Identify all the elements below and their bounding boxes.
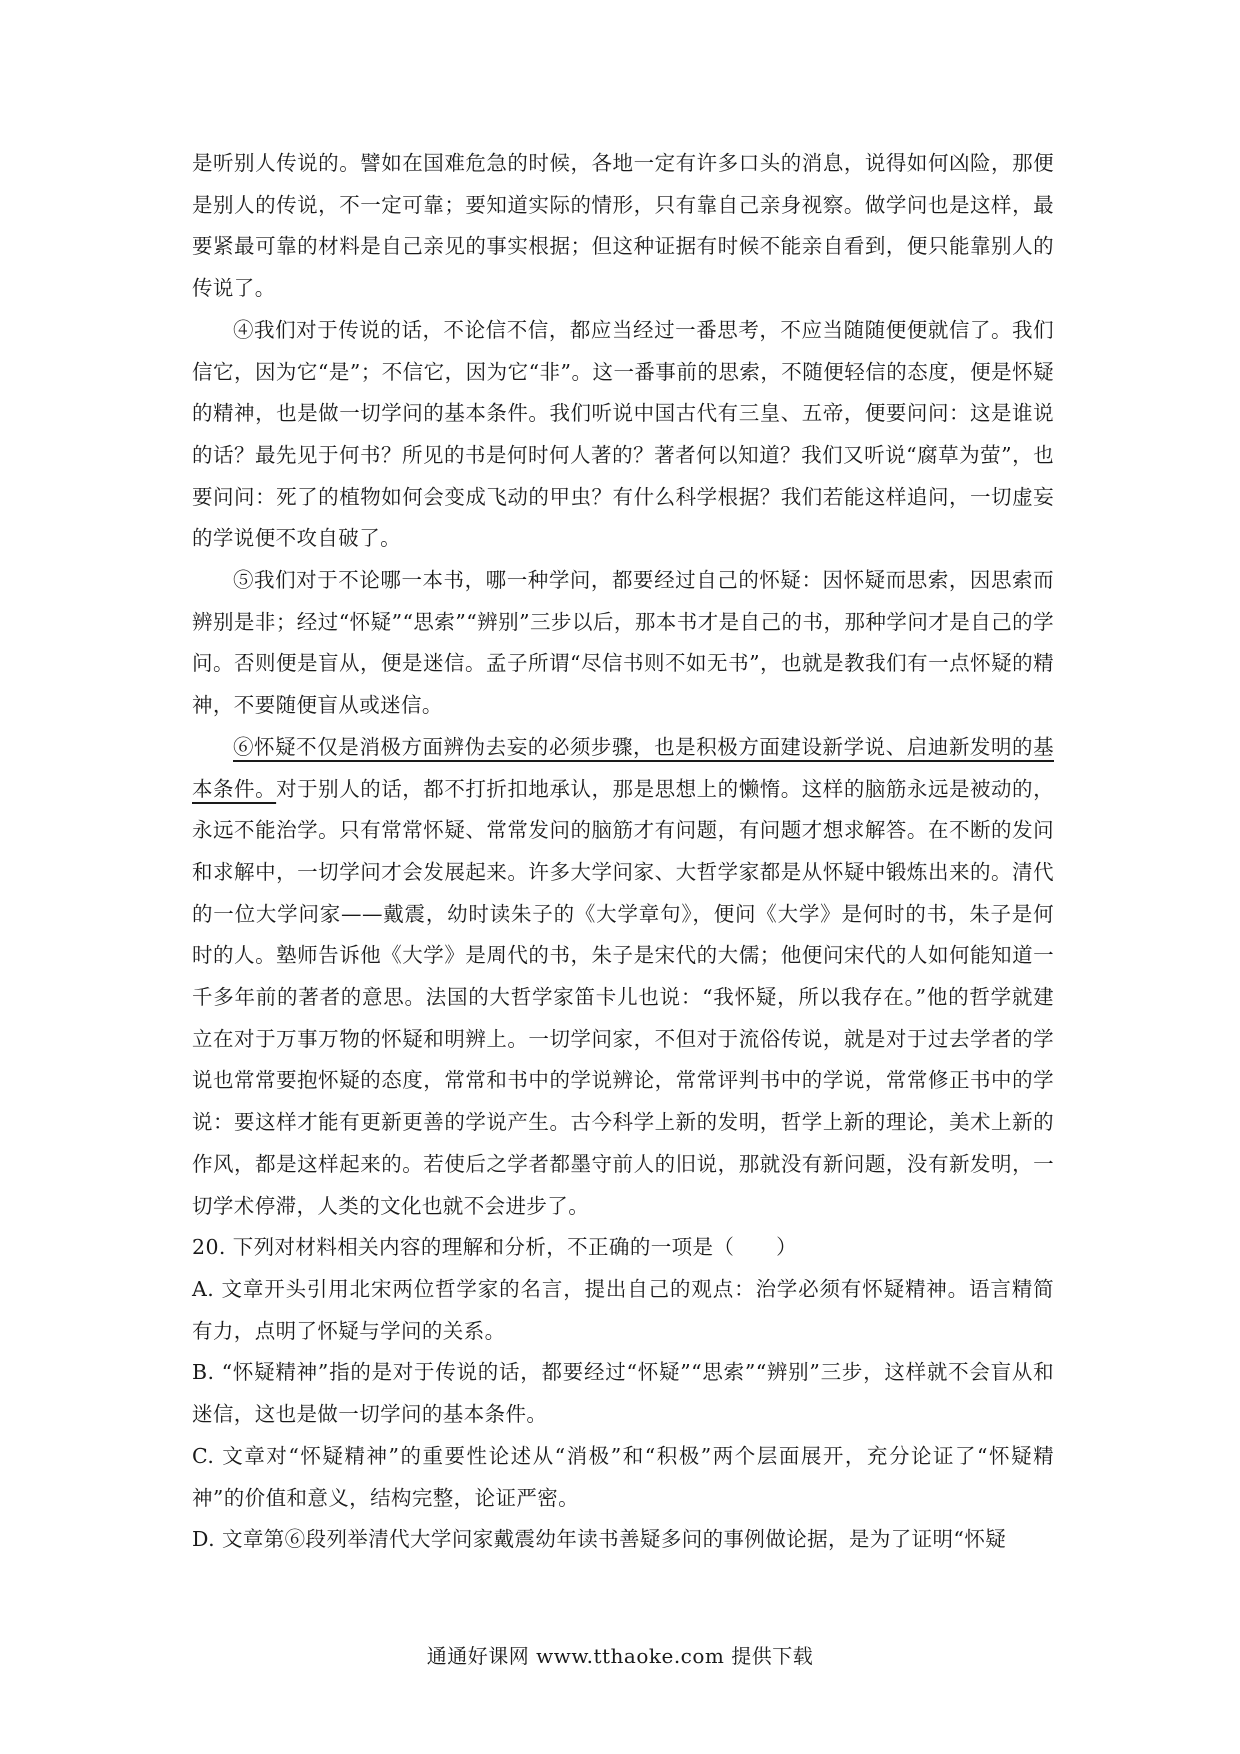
question-20-title: 20. 下列对材料相关内容的理解和分析，不正确的一项是（ ） <box>192 1235 798 1260</box>
paragraph-6-underlined-thesis: ⑥怀疑不仅是消极方面辨伪去妄的必须步骤，也是积极方面建设新学说、启迪新发明的基本条件。 <box>192 734 1054 801</box>
paragraph-5: ⑤我们对于不论哪一本书，哪一种学问，都要经过自己的怀疑：因怀疑而思索，因思索而辨别是非；经过“怀疑”“思索”“辨别”三步以后，那本书才是自己的书，那种学问才是自己的学问。否则便是盲从，便是迷信。孟子所谓“尽信书则不如无书”，也就是教我们有一点怀疑的精神，不要随便盲从或迷信。 <box>192 568 1054 718</box>
option-a: A. 文章开头引用北宋两位哲学家的名言，提出自己的观点：治学必须有怀疑精神。语言精简有力，点明了怀疑与学问的关系。 <box>192 1276 1054 1343</box>
paragraph-3-tail: 是听别人传说的。譬如在国难危急的时候，各地一定有许多口头的消息，说得如何凶险，那便是别人的传说，不一定可靠；要知道实际的情形，只有靠自己亲身视察。做学问也是这样，最要紧最可靠的材料是自己亲见的事实根据；但这种证据有时候不能亲自看到，便只能靠别人的传说了。 <box>192 151 1054 301</box>
option-c: C. 文章对“怀疑精神”的重要性论述从“消极”和“积极”两个层面展开，充分论证了“怀疑精神”的价值和意义，结构完整，论证严密。 <box>192 1443 1054 1510</box>
option-b: B. “怀疑精神”指的是对于传说的话，都要经过“怀疑”“思索”“辨别”三步，这样就不会盲从和迷信，这也是做一切学问的基本条件。 <box>192 1360 1054 1427</box>
paragraph-6 <box>192 727 1054 1227</box>
page-footer: 通通好课网 www.tthaoke.com 提供下载 <box>426 1644 814 1668</box>
paragraph-4: ④我们对于传说的话，不论信不信，都应当经过一番思考，不应当随随便便就信了。我们信它，因为它“是”；不信它，因为它“非”。这一番事前的思索，不随便轻信的态度，便是怀疑的精神，也是做一切学问的基本条件。我们听说中国古代有三皇、五帝，便要问问：这是谁说的话？最先见于何书？所见的书是何时何人著的？著者何以知道？我们又听说“腐草为萤”，也要问问：死了的植物如何会变成飞动的甲虫？有什么科学根据？我们若能这样追问，一切虚妄的学说便不攻自破了。 <box>192 317 1054 551</box>
option-d: D. 文章第⑥段列举清代大学问家戴震幼年读书善疑多问的事例做论据，是为了证明“怀疑 <box>192 1527 1007 1552</box>
paragraph-6-body: 对于别人的话，都不打折扣地承认，那是思想上的懒惰。这样的脑筋永远是被动的，永远不能治学。只有常常怀疑、常常发问的脑筋才有问题，有问题才想求解答。在不断的发问和求解中，一切学问才会发展起来。许多大学问家、大哲学家都是从怀疑中锻炼出来的。清代的一位大学问家——戴震，幼时读朱子的《大学章句》，便问《大学》是何时的书，朱子是何时的人。塾师告诉他《大学》是周代的书，朱子是宋代的大儒；他便问宋代的人如何能知道一千多年前的著者的意思。法国的大哲学家笛卡儿也说：“我怀疑，所以我存在。”他的哲学就建立在对于万事万物的怀疑和明辨上。一切学问家，不但对于流俗传说，就是对于过去学者的学说也常常要抱怀疑的态度，常常和书中的学说辨论，常常评判书中的学说，常常修正书中的学说：要这样才能有更新更善的学说产生。古今科学上新的发明，哲学上新的理论，美术上新的作风，都是这样起来的。若使后之学者都墨守前人的旧说，那就没有新问题，没有新发明，一切学术停滞，人类的文化也就不会进步了。 <box>192 776 1054 1218</box>
document-body <box>192 143 1054 1561</box>
